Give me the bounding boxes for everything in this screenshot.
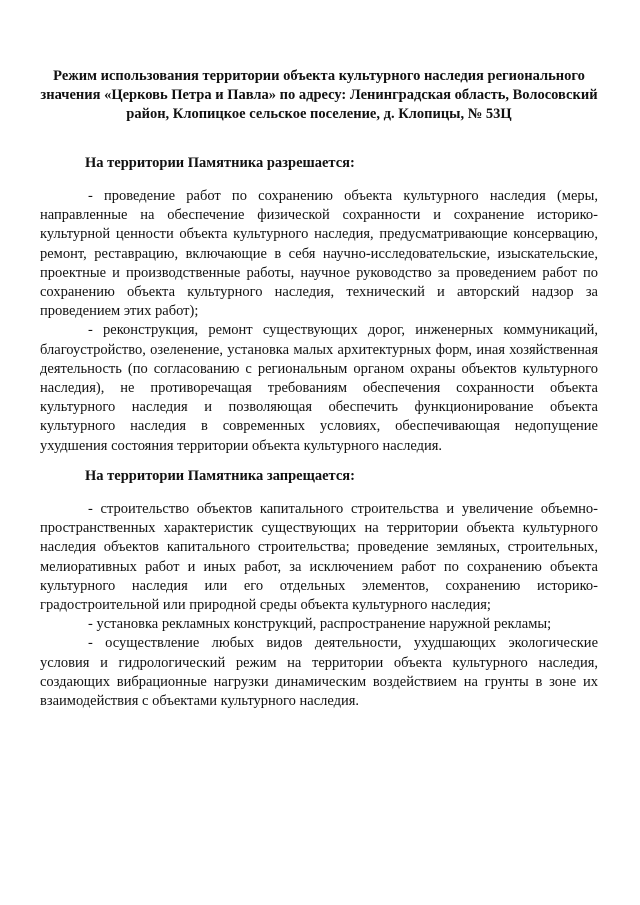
allowed-item: - проведение работ по сохранению объекта культурного наследия (меры, направленные на обеспечение физической сохранности и сохранение историко-культурной ценности объекта культурного наследия, предусматривающие консервацию, ремонт, реставрацию, включающие в себя научно-исследовательские, изыскательские, проектные и производственные работы, научное руководство за проведением работ по сохранению объекта культурного наследия, технический и авторский надзор за проведением этих работ); <box>40 188 598 320</box>
forbidden-heading: На территории Памятника запрещается: <box>85 468 355 484</box>
allowed-heading: На территории Памятника разрешается: <box>85 155 355 171</box>
allowed-item: - реконструкция, ремонт существующих дорог, инженерных коммуникаций, благоустройство, озеленение, установка малых архитектурных форм, иная хозяйственная деятельность (по согласованию с региональным органом охраны объектов культурного наследия), не противоречащая требованиям обеспечения сохранности объекта культурного наследия и позволяющая обеспечить функционирование объекта культурного наследия в современных условиях, обеспечивающая недопущение ухудшения состояния территории объекта культурного наследия. <box>40 322 598 454</box>
forbidden-item: - осуществление любых видов деятельности, ухудшающих экологические условия и гидрологический режим на территории объекта культурного наследия, создающих вибрационные нагрузки динамическим воздействием на грунты в зоне их взаимодействия с объектами культурного наследия. <box>40 635 598 710</box>
allowed-list <box>40 187 598 456</box>
forbidden-list <box>40 500 598 711</box>
document-title: Режим использования территории объекта культурного наследия регионального значения «Церковь Петра и Павла» по адресу: Ленинградская область, Волосовский район, Клопицкое сельское поселение, д. Клопицы, № 53Ц <box>40 68 598 122</box>
forbidden-item: - строительство объектов капитального строительства и увеличение объемно-пространственных характеристик существующих на территории объекта культурного наследия объектов капитального строительства; проведение земляных, строительных, мелиоративных работ и иных работ, за исключением работ по сохранению объекта культурного наследия или его отдельных элементов, сохранению историко-градостроительной или природной среды объекта культурного наследия; <box>40 501 598 614</box>
forbidden-item: - установка рекламных конструкций, распространение наружной рекламы; <box>88 616 552 633</box>
